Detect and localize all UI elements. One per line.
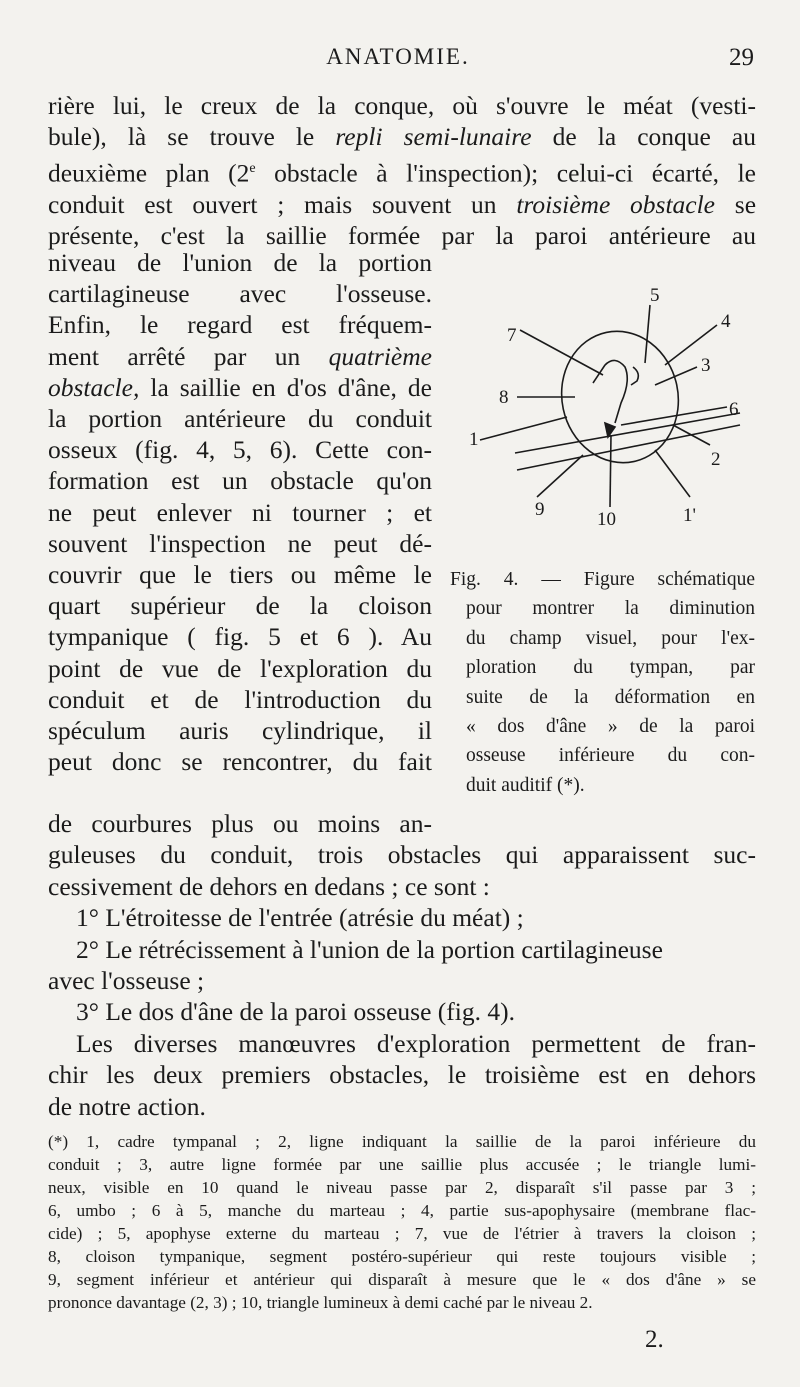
italic-term: troisième obstacle — [516, 189, 716, 219]
text-line: point de vue de l'exploration du — [48, 653, 432, 683]
signature-mark: 2. — [645, 1326, 664, 1353]
text-line: cartilagineuse avec l'osseuse. — [48, 279, 432, 309]
text-line: ne peut enlever ni tourner ; et — [48, 497, 432, 527]
running-title: ANATOMIE. — [326, 44, 470, 69]
text-line: ment arrêté par un quatrième — [48, 341, 432, 371]
caption-line: ploration du tympan, par — [466, 657, 755, 679]
text-line: la portion antérieure du conduit — [48, 404, 432, 434]
leader-5 — [645, 305, 650, 363]
short-process — [631, 367, 638, 385]
label-10: 10 — [597, 509, 616, 530]
caption-line: suite de la déformation en — [466, 686, 755, 708]
text-line: quart supérieur de la cloison — [48, 591, 432, 621]
text-line: deuxième plan (2e obstacle à l'inspection); celui-ci écarté, le — [48, 158, 756, 188]
text-line: conduit est ouvert ; mais souvent un troisième obstacle se — [48, 189, 757, 219]
leader-6 — [621, 407, 727, 425]
tympanum-diagram — [455, 285, 755, 535]
page-number: 29 — [729, 44, 754, 71]
text-line: rière lui, le creux de la conque, où s'ouvre le méat (vesti- — [48, 91, 756, 120]
text-line: guleuses du conduit, trois obstacles qui apparaissent suc- — [48, 840, 756, 870]
italic-term: quatrième — [328, 341, 432, 371]
malleus-handle — [593, 360, 627, 423]
footnote-line: conduit ; 3, autre ligne formée par une saillie plus accusée ; le triangle lumi- — [48, 1155, 756, 1174]
superscript: e — [249, 160, 256, 176]
caption-line: Fig. 4. — Figure schématique — [450, 569, 755, 590]
footnote-line: (*) 1, cadre tympanal ; 2, ligne indiquant la saillie de la paroi inférieure du — [48, 1132, 756, 1151]
text-line: tympanique ( fig. 5 et 6 ). Au — [48, 622, 432, 652]
label-4: 4 — [721, 311, 731, 332]
list-item: 1° L'étroitesse de l'entrée (atrésie du méat) ; — [76, 903, 524, 933]
text-line: Enfin, le regard est fréquem- — [48, 310, 432, 340]
text-line: souvent l'inspection ne peut dé- — [48, 528, 432, 558]
footnote-line: prononce davantage (2, 3) ; 10, triangle lumineux à demi caché par le niveau 2. — [48, 1293, 593, 1312]
label-5: 5 — [650, 285, 660, 306]
footnote-line: neux, visible en 10 quand le niveau passe par 2, disparaît s'il passe par 3 ; — [48, 1178, 756, 1197]
bottom-paragraph — [48, 808, 756, 1122]
text-line: couvrir que le tiers ou même le — [48, 560, 432, 590]
footnote — [48, 1130, 756, 1314]
diagram-svg — [455, 285, 755, 535]
text-line: peut donc se rencontrer, du fait — [48, 747, 432, 777]
top-paragraph — [48, 90, 756, 252]
caption-line: duit auditif (*). — [466, 774, 585, 796]
footnote-line: cide) ; 5, apophyse externe du marteau ; 7, vue de l'étrier à travers la cloison ; — [48, 1224, 756, 1243]
leader-1-prime — [655, 450, 690, 497]
label-7: 7 — [507, 325, 517, 346]
italic-term: obstacle, — [48, 372, 140, 402]
label-6: 6 — [729, 399, 739, 420]
footnote-line: 9, segment inférieur et antérieur qui disparaît à mesure que le « dos d'âne » se — [48, 1270, 756, 1289]
leader-1 — [480, 417, 567, 440]
page-header — [0, 44, 800, 78]
text-line: bule), là se trouve le repli semi-lunaire de la conque au — [48, 122, 756, 152]
left-column-text — [48, 247, 432, 777]
footnote-line: 8, cloison tympanique, segment postéro-supérieur qui reste toujours visible ; — [48, 1247, 756, 1266]
text-line: niveau de l'union de la portion — [48, 248, 432, 277]
list-item-continuation: avec l'osseuse ; — [48, 966, 205, 996]
text-line: chir les deux premiers obstacles, le troisième est en dehors — [48, 1060, 756, 1090]
list-item: 3° Le dos d'âne de la paroi osseuse (fig. 4). — [76, 997, 515, 1027]
caption-line: osseuse inférieure du con- — [466, 745, 755, 767]
text-line: Les diverses manœuvres d'exploration permettent de fran- — [76, 1028, 756, 1058]
text-line: de courbures plus ou moins an- — [48, 809, 432, 838]
text-line: osseux (fig. 4, 5, 6). Cette con- — [48, 435, 432, 465]
footnote-line: 6, umbo ; 6 à 5, manche du marteau ; 4, partie sus-apophysaire (membrane flac- — [48, 1201, 756, 1220]
label-1-prime: 1' — [683, 505, 696, 526]
label-8: 8 — [499, 387, 509, 408]
text-line: formation est un obstacle qu'on — [48, 466, 432, 496]
text-line: cessivement de dehors en dedans ; ce sont : — [48, 871, 490, 901]
figure-caption — [450, 565, 755, 800]
caption-line: du champ visuel, pour l'ex- — [466, 627, 755, 649]
leader-7 — [520, 330, 603, 375]
label-1: 1 — [469, 429, 479, 450]
list-item: 2° Le rétrécissement à l'union de la portion cartilagineuse — [76, 934, 663, 964]
label-3: 3 — [701, 355, 711, 376]
caption-line: pour montrer la diminution — [466, 598, 755, 620]
italic-term: repli semi-lunaire — [335, 122, 532, 152]
label-9: 9 — [535, 499, 545, 520]
text-line: obstacle, la saillie en d'os d'âne, de — [48, 372, 432, 402]
label-2: 2 — [711, 449, 721, 470]
text-line: présente, c'est la saillie formée par la paroi antérieure au — [48, 221, 756, 251]
text-line: spéculum auris cylindrique, il — [48, 716, 432, 746]
text-line: conduit et de l'introduction du — [48, 684, 432, 714]
leader-10 — [610, 435, 611, 507]
caption-line: « dos d'âne » de la paroi — [466, 716, 755, 738]
text-line: de notre action. — [48, 1091, 206, 1121]
